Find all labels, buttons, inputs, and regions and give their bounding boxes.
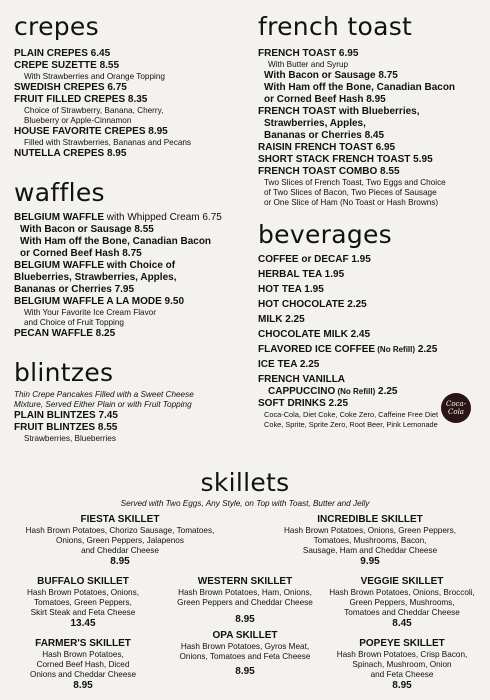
skillets-intro: Served with Two Eggs, Any Style, on Top with Toast, Butter and Jelly: [120, 499, 370, 508]
ft-combo-desc-2: of Two Slices of Bacon, Two Pieces of Sausage: [264, 188, 437, 197]
skillet-price: 13.45: [70, 618, 96, 629]
skillets-section: [0, 470, 490, 509]
blintzes-intro-2: Mixture, Served Either Plain or with Fruit Topping: [14, 400, 192, 409]
skillet-desc: Tomatoes, Mushrooms, Bacon,: [313, 536, 427, 545]
crepe-suzette-desc: With Strawberries and Orange Topping: [24, 72, 165, 81]
ft-combo-desc-1: Two Slices of French Toast, Two Eggs and Choice: [264, 178, 446, 187]
left-column: [14, 14, 250, 444]
skillet-price: 8.95: [73, 680, 93, 691]
skillet-name: BUFFALO SKILLET: [37, 576, 129, 587]
skillet-name: FARMER'S SKILLET: [35, 638, 131, 649]
skillet-desc: Spinach, Mushroom, Onion: [352, 660, 452, 669]
skillet-name: INCREDIBLE SKILLET: [317, 514, 423, 525]
raisin-french-toast: RAISIN FRENCH TOAST 6.95: [258, 142, 396, 153]
skillet-desc: Hash Brown Potatoes, Ham, Onions,: [178, 588, 312, 597]
waffle-alamode: BELGIUM WAFFLE A LA MODE 9.50: [14, 296, 185, 307]
plain-crepes: PLAIN CREPES 6.45: [14, 48, 111, 59]
ft-ham-1: With Ham off the Bone, Canadian Bacon: [264, 82, 456, 93]
house-favorite-crepes: HOUSE FAVORITE CREPES 8.95: [14, 126, 168, 137]
skillet-desc: Green Peppers and Cheddar Cheese: [177, 598, 313, 607]
coffee: COFFEE or DECAF 1.95: [258, 254, 371, 265]
house-favorite-desc: Filled with Strawberries, Bananas and Pecans: [24, 138, 192, 147]
right-column: [258, 14, 480, 430]
ice-coffee-price: 2.25: [415, 344, 438, 355]
ice-tea: ICE TEA 2.25: [258, 359, 320, 370]
skillet-desc: Corned Beef Hash, Diced: [36, 660, 130, 669]
short-stack: SHORT STACK FRENCH TOAST 5.95: [258, 154, 433, 165]
hot-tea: HOT TEA 1.95: [258, 284, 324, 295]
skillets-heading: skillets: [200, 468, 290, 497]
skillet-desc: Onions and Cheddar Cheese: [29, 670, 137, 679]
french-toast: FRENCH TOAST 6.95: [258, 48, 359, 59]
skillet-desc: Hash Brown Potatoes, Crisp Bacon,: [336, 650, 468, 659]
milk: MILK 2.25: [258, 314, 305, 325]
crepe-suzette: CREPE SUZETTE 8.55: [14, 60, 120, 71]
skillet-western: [160, 576, 330, 626]
belgium-waffle-price: with Whipped Cream 6.75: [104, 212, 222, 223]
skillet-incredible: [270, 514, 470, 568]
skillet-desc: Hash Brown Potatoes, Gyros Meat,: [180, 642, 310, 651]
skillet-fiesta: [20, 514, 220, 568]
soft-drinks: SOFT DRINKS 2.25: [258, 398, 349, 409]
skillet-name: FIESTA SKILLET: [80, 514, 160, 525]
skillet-veggie: [322, 576, 482, 630]
soft-drinks-desc-1: Coca-Cola, Diet Coke, Coke Zero, Caffeine Free Diet: [264, 410, 439, 419]
skillet-name: OPA SKILLET: [212, 630, 278, 641]
ft-combo-desc-3: or One Slice of Ham (No Toast or Hash Browns): [264, 198, 439, 207]
coca-cola-logo: [441, 393, 471, 423]
blintzes-heading: blintzes: [14, 358, 114, 387]
fruit-filled-desc-2: Blueberry or Apple-Cinnamon: [24, 116, 132, 125]
waffle-alamode-desc-1: With Your Favorite Ice Cream Flavor: [24, 308, 156, 317]
waffles-heading: waffles: [14, 178, 105, 207]
skillet-desc: and Feta Cheese: [370, 670, 434, 679]
skillet-desc: Tomatoes, Green Peppers,: [34, 598, 132, 607]
french-toast-desc: With Butter and Syrup: [268, 60, 349, 69]
skillet-price: 8.95: [235, 666, 255, 677]
skillet-name: VEGGIE SKILLET: [360, 576, 444, 587]
crepes-heading: crepes: [14, 12, 99, 41]
skillet-desc: and Cheddar Cheese: [81, 546, 159, 555]
skillet-buffalo: [8, 576, 158, 630]
skillet-desc: Sausage, Ham and Cheddar Cheese: [302, 546, 438, 555]
skillet-desc: Skirt Steak and Feta Cheese: [30, 608, 136, 617]
ft-blue-3: Bananas or Cherries 8.45: [264, 130, 385, 141]
ft-combo: FRENCH TOAST COMBO 8.55: [258, 166, 400, 177]
fruit-filled-crepes: FRUIT FILLED CREPES 8.35: [14, 94, 148, 105]
skillet-price: 8.95: [392, 680, 412, 691]
hot-chocolate: HOT CHOCOLATE 2.25: [258, 299, 367, 310]
swedish-crepes: SWEDISH CREPES 6.75: [14, 82, 127, 93]
ice-coffee-name: FLAVORED ICE COFFEE: [258, 344, 376, 355]
skillet-price: 9.95: [360, 556, 380, 567]
ft-ham-2: or Corned Beef Hash 8.95: [264, 94, 386, 105]
skillet-desc: Hash Brown Potatoes, Onions, Broccoli,: [329, 588, 475, 597]
waffle-ham-2: or Corned Beef Hash 8.75: [20, 248, 142, 259]
waffle-choice-2: Blueberries, Strawberries, Apples,: [14, 272, 177, 283]
waffle-ham-1: With Ham off the Bone, Canadian Bacon: [20, 236, 212, 247]
french-vanilla: FRENCH VANILLA: [258, 374, 346, 385]
skillet-desc: Hash Brown Potatoes, Chorizo Sausage, Tomatoes,: [25, 526, 215, 535]
skillet-price: 8.45: [392, 618, 412, 629]
skillet-desc: Tomatoes and Cheddar Cheese: [344, 608, 460, 617]
ft-blue-2: Strawberries, Apples,: [264, 118, 366, 129]
soft-drinks-desc-2: Coke, Sprite, Sprite Zero, Root Beer, Pink Lemonade: [264, 420, 438, 429]
skillet-name: WESTERN SKILLET: [197, 576, 293, 587]
plain-blintzes: PLAIN BLINTZES 7.45: [14, 410, 118, 421]
blintzes-intro-1: Thin Crepe Pancakes Filled with a Sweet Cheese: [14, 390, 194, 399]
fruit-filled-desc-1: Choice of Strawberry, Banana, Cherry,: [24, 106, 164, 115]
skillet-desc: Onions, Tomatoes and Feta Cheese: [179, 652, 311, 661]
nutella-crepes: NUTELLA CREPES 8.95: [14, 148, 127, 159]
herbal-tea: HERBAL TEA 1.95: [258, 269, 345, 280]
skillet-name: POPEYE SKILLET: [359, 638, 445, 649]
beverages-heading: beverages: [258, 220, 392, 249]
french-toast-heading: french toast: [258, 12, 413, 41]
waffle-choice-3: Bananas or Cherries 7.95: [14, 284, 135, 295]
ice-coffee-note: (No Refill): [375, 345, 416, 354]
waffle-bacon: With Bacon or Sausage 8.55: [20, 224, 154, 235]
belgium-waffle: [14, 212, 250, 224]
skillet-desc: Green Peppers, Mushrooms,: [349, 598, 455, 607]
waffle-alamode-desc-2: and Choice of Fruit Topping: [24, 318, 124, 327]
skillet-opa: [160, 630, 330, 678]
fruit-blintzes-desc: Strawberries, Blueberries: [24, 434, 116, 443]
skillet-popeye: [322, 638, 482, 692]
skillet-desc: Hash Brown Potatoes, Onions,: [27, 588, 139, 597]
pecan-waffle: PECAN WAFFLE 8.25: [14, 328, 116, 339]
flavored-ice-coffee: [258, 344, 480, 356]
skillet-desc: Hash Brown Potatoes,: [42, 650, 124, 659]
cappuccino-price: 2.25: [375, 386, 398, 397]
cappuccino-note: (No Refill): [335, 387, 376, 396]
skillet-desc: Onions, Green Peppers, Jalapenos: [56, 536, 184, 545]
skillet-price: 8.95: [110, 556, 130, 567]
cappuccino-name: CAPPUCCINO: [268, 386, 336, 397]
chocolate-milk: CHOCOLATE MILK 2.45: [258, 329, 371, 340]
ft-blue-1: FRENCH TOAST with Blueberries,: [258, 106, 420, 117]
fruit-blintzes: FRUIT BLINTZES 8.55: [14, 422, 118, 433]
ft-bacon: With Bacon or Sausage 8.75: [264, 70, 398, 81]
coca-cola-logo-text: Coca-Cola: [445, 400, 467, 416]
waffle-choice-1: BELGIUM WAFFLE with Choice of: [14, 260, 176, 271]
skillet-price: 8.95: [235, 614, 255, 625]
skillet-farmers: [8, 638, 158, 692]
belgium-waffle-name: BELGIUM WAFFLE: [14, 212, 104, 223]
skillet-desc: Hash Brown Potatoes, Onions, Green Peppers,: [283, 526, 457, 535]
